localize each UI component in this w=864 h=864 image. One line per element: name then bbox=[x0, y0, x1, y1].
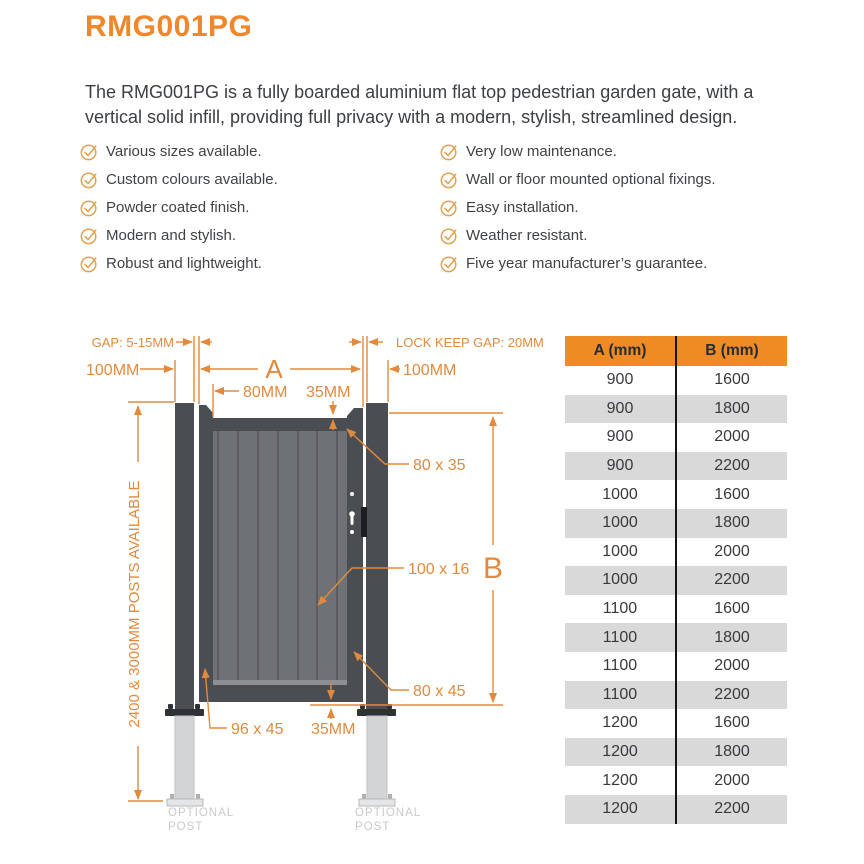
table-row: 1200 1800 bbox=[565, 738, 787, 767]
check-icon bbox=[80, 199, 98, 217]
left-post bbox=[175, 403, 194, 709]
check-icon bbox=[80, 255, 98, 273]
base-plates bbox=[165, 704, 396, 716]
feature-list-left bbox=[80, 143, 410, 283]
feature-label: Custom colours available. bbox=[106, 171, 278, 188]
bottom-rail bbox=[213, 685, 347, 702]
feature-item bbox=[80, 143, 410, 161]
bottom-gap-label: 35MM bbox=[311, 721, 356, 738]
optional-post-label-left: OPTIONAL bbox=[168, 807, 235, 819]
table-row: 900 2200 bbox=[565, 452, 787, 481]
table-row: 900 1800 bbox=[565, 395, 787, 424]
feature-item bbox=[80, 227, 410, 245]
feature-label: Very low maintenance. bbox=[466, 143, 617, 160]
table-row: 1100 2000 bbox=[565, 652, 787, 681]
top-rail bbox=[213, 418, 347, 431]
post-width-right-label: 100MM bbox=[403, 362, 457, 379]
feature-label: Modern and stylish. bbox=[106, 227, 237, 244]
check-icon bbox=[440, 171, 458, 189]
check-icon bbox=[440, 143, 458, 161]
check-icon bbox=[80, 143, 98, 161]
table-row: 1000 1600 bbox=[565, 480, 787, 509]
feature-label: Easy installation. bbox=[466, 199, 579, 216]
table-row: 1100 1800 bbox=[565, 623, 787, 652]
lock-keep bbox=[361, 507, 367, 537]
check-icon bbox=[440, 255, 458, 273]
feature-item bbox=[440, 255, 790, 273]
table-header-cell-a: A (mm) bbox=[565, 336, 676, 366]
feature-item bbox=[80, 255, 410, 273]
table-row: 900 2000 bbox=[565, 423, 787, 452]
table-row: 1100 1600 bbox=[565, 595, 787, 624]
feature-label: Robust and lightweight. bbox=[106, 255, 262, 272]
feature-item bbox=[440, 171, 790, 189]
optional-post-label-right: POST bbox=[355, 821, 391, 833]
table-header-cell-b: B (mm) bbox=[676, 336, 787, 366]
gate-height-label: B bbox=[482, 552, 504, 585]
gap-label: GAP: 5-15MM bbox=[91, 335, 174, 350]
check-icon bbox=[80, 227, 98, 245]
table-row: 1000 2200 bbox=[565, 566, 787, 595]
table-row: 1000 1800 bbox=[565, 509, 787, 538]
table-row: 1200 2200 bbox=[565, 795, 787, 824]
table-row: 1200 2000 bbox=[565, 766, 787, 795]
post-width-left-label: 100MM bbox=[86, 362, 140, 379]
page-title: RMG001PG bbox=[85, 10, 253, 43]
top-rail-size-label: 80 x 35 bbox=[413, 457, 466, 474]
feature-item bbox=[80, 171, 410, 189]
optional-post-label-left: POST bbox=[168, 821, 204, 833]
lock-keep-gap-label: LOCK KEEP GAP: 20MM bbox=[396, 335, 544, 350]
feature-label: Wall or floor mounted optional fixings. bbox=[466, 171, 716, 188]
table-row: 1100 2200 bbox=[565, 681, 787, 710]
gate-structure bbox=[165, 403, 396, 806]
table-row: 1000 2000 bbox=[565, 538, 787, 567]
gate-diagram bbox=[80, 330, 560, 850]
table-row: 1200 1600 bbox=[565, 709, 787, 738]
infill-boards bbox=[213, 431, 347, 680]
feature-label: Five year manufacturer’s guarantee. bbox=[466, 255, 708, 272]
table-row: 900 1600 bbox=[565, 366, 787, 395]
hinge-stile-size-label: 96 x 45 bbox=[231, 721, 284, 738]
lock-stile-size-label: 80 x 45 bbox=[413, 683, 466, 700]
product-description: The RMG001PG is a fully boarded aluminium flat top pedestrian garden gate, with a vertical solid infill, providing full privacy with a modern, stylish, streamlined design. bbox=[85, 82, 754, 127]
gate-width-label: A bbox=[265, 354, 283, 384]
check-icon bbox=[80, 171, 98, 189]
feature-item bbox=[440, 143, 790, 161]
table-header-row bbox=[565, 336, 787, 366]
optional-post-label-right: OPTIONAL bbox=[355, 807, 422, 819]
feature-list-right bbox=[440, 143, 790, 283]
feature-label: Weather resistant. bbox=[466, 227, 588, 244]
feature-label: Powder coated finish. bbox=[106, 199, 250, 216]
infill-size-label: 100 x 16 bbox=[408, 561, 470, 578]
hinge-stile-width-label: 80MM bbox=[243, 384, 288, 401]
feature-item bbox=[440, 199, 790, 217]
top-rail-offset-label: 35MM bbox=[306, 384, 351, 401]
size-table bbox=[565, 336, 787, 824]
posts-note-label: 2400 & 3000MM POSTS AVAILABLE bbox=[126, 480, 143, 728]
check-icon bbox=[440, 227, 458, 245]
feature-label: Various sizes available. bbox=[106, 143, 262, 160]
feature-item bbox=[80, 199, 410, 217]
check-icon bbox=[440, 199, 458, 217]
hinge-stile bbox=[199, 405, 213, 702]
feature-item bbox=[440, 227, 790, 245]
